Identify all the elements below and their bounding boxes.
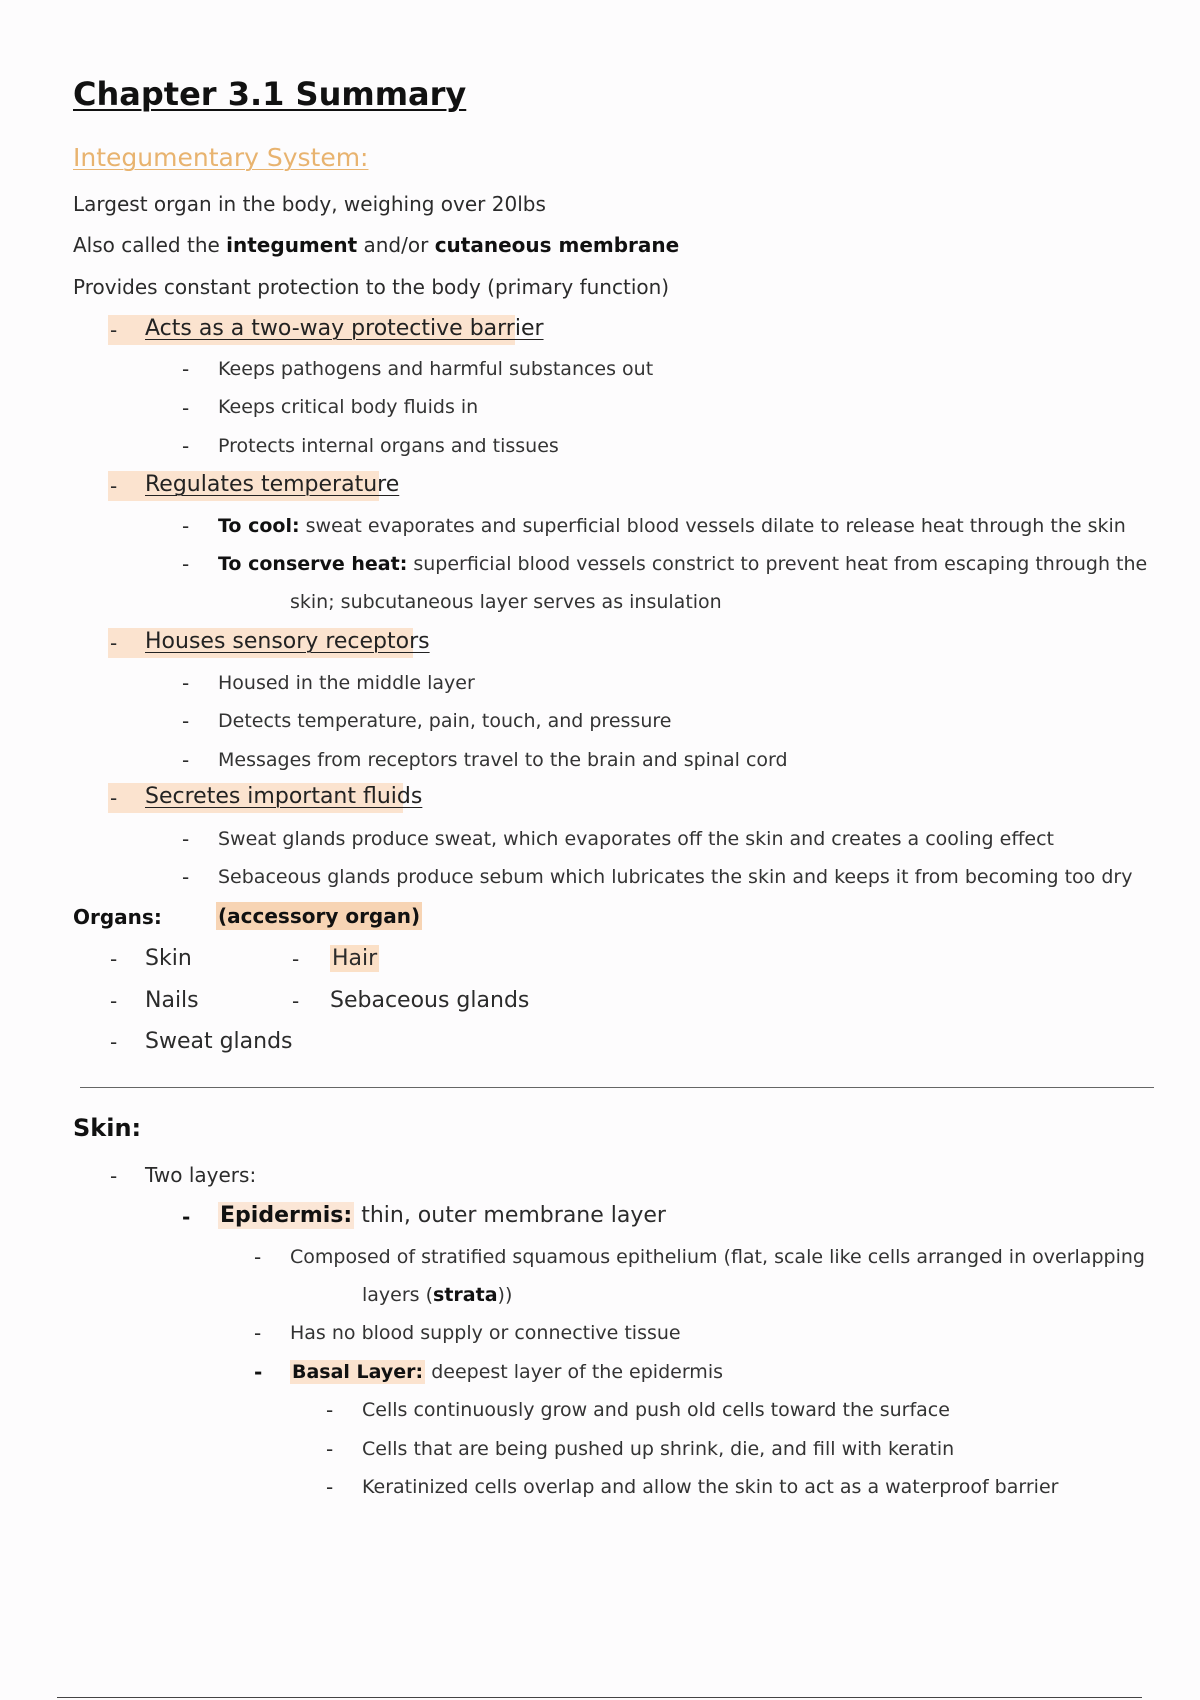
bullet-dash: - xyxy=(292,989,300,1013)
organ-item: Skin xyxy=(145,946,192,971)
bullet-dash: - xyxy=(110,786,118,810)
function-heading-fluids: Secretes important fluids xyxy=(145,784,423,809)
section-title: Integumentary System: xyxy=(73,143,369,172)
bullet-dash: - xyxy=(182,396,190,420)
intro-line-2-prefix: Also called the xyxy=(73,233,227,257)
list-item: Composed of stratified squamous epithelium (flat, scale like cells arranged in overlapping xyxy=(290,1246,1145,1268)
bullet-dash: - xyxy=(326,1475,334,1499)
skin-heading: Skin: xyxy=(73,1114,142,1142)
bullet-dash: - xyxy=(326,1398,334,1422)
list-item-continuation: skin; subcutaneous layer serves as insulation xyxy=(290,591,722,613)
organ-item: Nails xyxy=(145,988,199,1013)
bullet-dash: - xyxy=(110,631,118,655)
basal-layer-item: Basal Layer: deepest layer of the epidermis xyxy=(292,1361,723,1383)
epidermis-item: Epidermis: thin, outer membrane layer xyxy=(220,1203,666,1228)
intro-line-3: Provides constant protection to the body (primary function) xyxy=(73,275,670,299)
bullet-dash: - xyxy=(110,989,118,1013)
list-item: Messages from receptors travel to the brain and spinal cord xyxy=(218,749,788,771)
bullet-dash: - xyxy=(110,1164,118,1188)
bullet-dash: - xyxy=(110,318,118,342)
bullet-dash: - xyxy=(254,1321,262,1345)
bullet-dash: - xyxy=(254,1245,262,1269)
term-integument: integument xyxy=(226,233,358,257)
intro-line-1: Largest organ in the body, weighing over 20lbs xyxy=(73,192,546,216)
list-item: Sweat glands produce sweat, which evaporates off the skin and creates a cooling effect xyxy=(218,828,1054,850)
bullet-dash: - xyxy=(110,947,118,971)
list-item: Keeps pathogens and harmful substances out xyxy=(218,358,654,380)
bullet-dash: - xyxy=(182,1205,191,1229)
section-divider xyxy=(80,1087,1154,1088)
list-item: Has no blood supply or connective tissue xyxy=(290,1322,681,1344)
organ-item-hair: Hair xyxy=(332,946,378,971)
list-item: Detects temperature, pain, touch, and pressure xyxy=(218,710,672,732)
intro-line-2-mid: and/or xyxy=(357,233,435,257)
list-item-to-conserve: To conserve heat: superficial blood vessels constrict to prevent heat from escaping through the xyxy=(218,553,1148,575)
term-cutaneous-membrane: cutaneous membrane xyxy=(434,233,680,257)
bullet-dash: - xyxy=(292,947,300,971)
function-heading-sensory: Houses sensory receptors xyxy=(145,629,430,654)
page-bottom-rule xyxy=(57,1697,1142,1698)
list-item-continuation: layers (strata)) xyxy=(362,1284,513,1306)
bullet-dash: - xyxy=(254,1360,263,1384)
page-title: Chapter 3.1 Summary xyxy=(73,75,467,113)
bullet-dash: - xyxy=(182,671,190,695)
list-item: Protects internal organs and tissues xyxy=(218,435,559,457)
list-item: Housed in the middle layer xyxy=(218,672,475,694)
list-item: Cells continuously grow and push old cells toward the surface xyxy=(362,1399,950,1421)
bullet-dash: - xyxy=(182,552,190,576)
bullet-dash: - xyxy=(110,474,118,498)
list-item-to-cool: To cool: sweat evaporates and superficial blood vessels dilate to release heat through the skin xyxy=(218,515,1126,537)
bullet-dash: - xyxy=(182,748,190,772)
bullet-dash: - xyxy=(182,865,190,889)
list-item: Keeps critical body fluids in xyxy=(218,396,479,418)
organs-label: Organs: xyxy=(73,905,162,929)
bullet-dash: - xyxy=(182,434,190,458)
intro-line-2 xyxy=(73,232,679,258)
function-heading-barrier: Acts as a two-way protective barrier xyxy=(145,316,544,341)
function-heading-temperature: Regulates temperature xyxy=(145,472,400,497)
bullet-dash: - xyxy=(182,827,190,851)
list-item: Keratinized cells overlap and allow the skin to act as a waterproof barrier xyxy=(362,1476,1059,1498)
two-layers-label: Two layers: xyxy=(145,1163,257,1187)
list-item: Sebaceous glands produce sebum which lubricates the skin and keeps it from becoming too dry xyxy=(218,866,1133,888)
organ-item: Sweat glands xyxy=(145,1029,293,1054)
organ-item: Sebaceous glands xyxy=(330,988,530,1013)
bullet-dash: - xyxy=(326,1437,334,1461)
bullet-dash: - xyxy=(110,1030,118,1054)
bullet-dash: - xyxy=(182,514,190,538)
bullet-dash: - xyxy=(182,709,190,733)
accessory-organ-tag: (accessory organ) xyxy=(218,904,421,928)
list-item: Cells that are being pushed up shrink, die, and fill with keratin xyxy=(362,1438,955,1460)
bullet-dash: - xyxy=(182,357,190,381)
